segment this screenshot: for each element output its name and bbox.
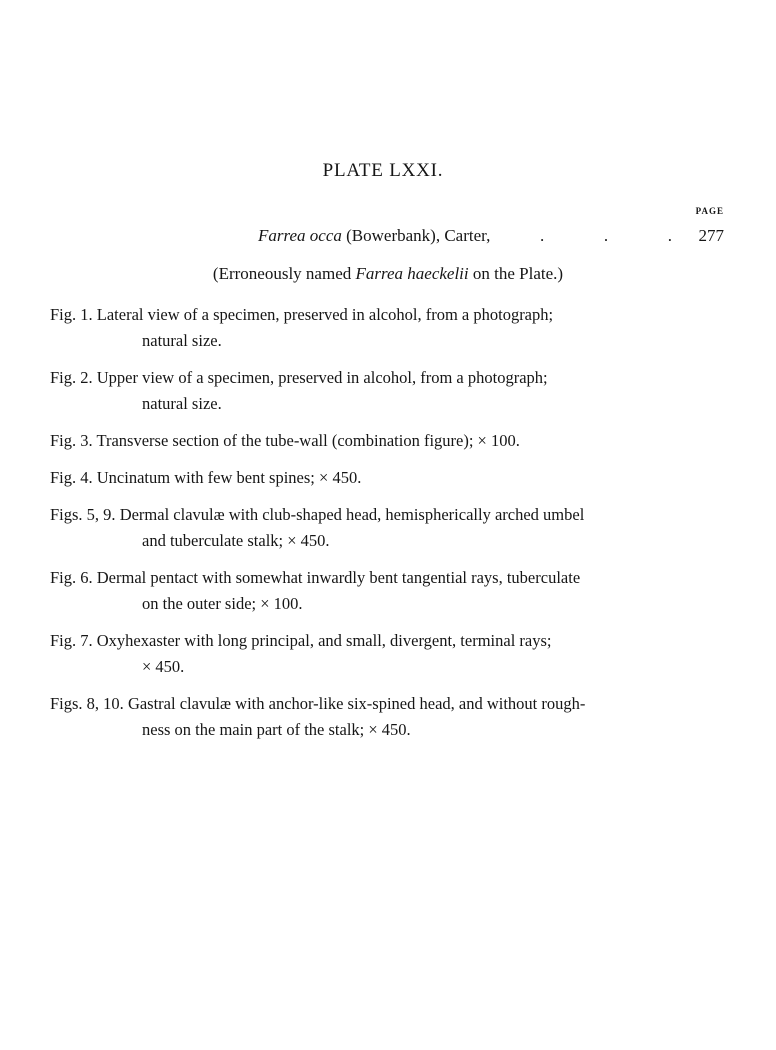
figure-entry: [50, 428, 680, 454]
species-entry: [258, 226, 724, 250]
leader-dot: .: [540, 226, 545, 245]
note-name: Farrea haeckelii: [355, 264, 469, 283]
erroneous-name-note: [0, 264, 776, 284]
figure-caption: Upper view of a specimen, preserved in alcohol, from a photograph;: [96, 368, 548, 387]
figure-label: Figs. 5, 9.: [50, 505, 116, 524]
figure-entry: [50, 691, 680, 743]
plate-title: PLATE LXXI.: [322, 160, 444, 181]
figure-caption-continued: natural size.: [142, 331, 222, 350]
figure-caption: Oxyhexaster with long principal, and small, divergent, terminal rays;: [96, 631, 552, 650]
figure-label: Fig. 2.: [50, 368, 93, 387]
figure-label: Fig. 6.: [50, 568, 93, 587]
figure-caption-continued: × 450.: [142, 657, 185, 676]
figure-entry: [50, 302, 680, 354]
species-name: Farrea occa: [258, 226, 342, 245]
leader-dot: .: [667, 226, 672, 245]
note-close: on the Plate.): [468, 264, 564, 283]
figure-caption-continued: on the outer side; × 100.: [142, 594, 303, 613]
figure-caption-continued: natural size.: [142, 394, 222, 413]
figure-label: Fig. 1.: [50, 305, 93, 324]
figure-caption: Transverse section of the tube-wall (combination figure); × 100.: [96, 431, 520, 450]
figure-label: Figs. 8, 10.: [50, 694, 124, 713]
note-open: (Erroneously named: [212, 264, 356, 283]
figure-entry: [50, 502, 680, 554]
species-authority: (Bowerbank), Carter,: [346, 226, 491, 245]
species-page-number: 277: [698, 226, 724, 245]
figure-label: Fig. 4.: [50, 468, 93, 487]
figure-caption-continued: ness on the main part of the stalk; × 450.: [142, 720, 411, 739]
figure-entry: [50, 365, 680, 417]
figure-label: Fig. 3.: [50, 431, 93, 450]
figure-caption: Dermal clavulæ with club-shaped head, hemispherically arched umbel: [119, 505, 585, 524]
species-name-line: [258, 226, 490, 245]
figure-caption: Dermal pentact with somewhat inwardly bent tangential rays, tuberculate: [96, 568, 581, 587]
page-column-header: PAGE: [695, 206, 724, 216]
figure-entry: [50, 565, 680, 617]
figure-entry: [50, 465, 680, 491]
leader-dot: .: [603, 226, 609, 245]
figure-caption: Gastral clavulæ with anchor-like six-spined head, and without rough-: [127, 694, 586, 713]
figure-entry: [50, 628, 680, 680]
figure-caption: Uncinatum with few bent spines; × 450.: [96, 468, 362, 487]
figure-caption-continued: and tuberculate stalk; × 450.: [142, 531, 330, 550]
figure-list: [50, 302, 680, 754]
figure-label: Fig. 7.: [50, 631, 93, 650]
figure-caption: Lateral view of a specimen, preserved in alcohol, from a photograph;: [96, 305, 554, 324]
leader-dots: [540, 226, 672, 246]
